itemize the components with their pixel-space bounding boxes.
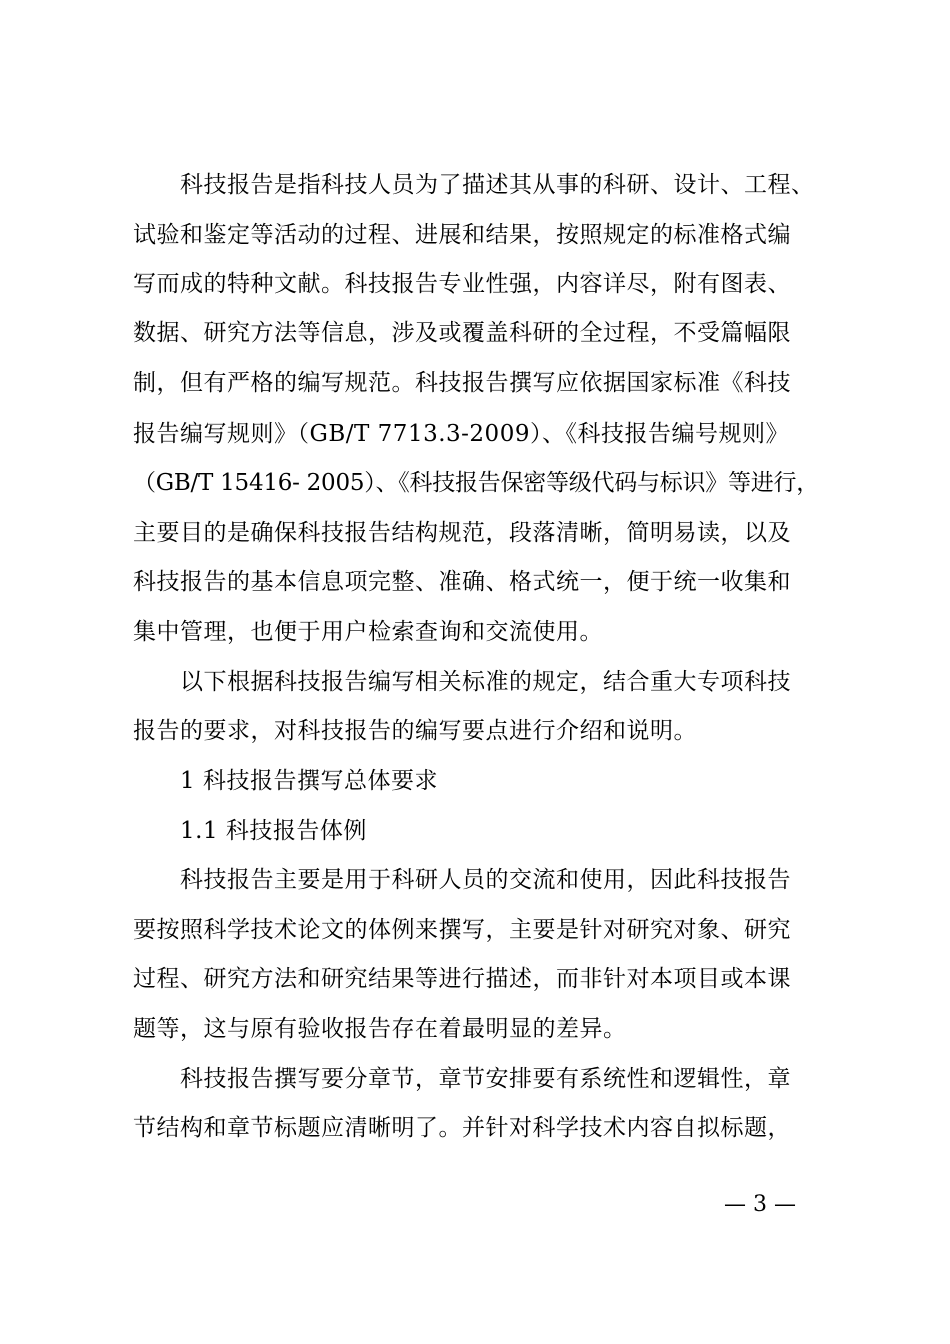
text-line: 要按照科学技术论文的体例来撰写，主要是针对研究对象、研究 <box>133 917 791 943</box>
text-line: 以下根据科技报告编写相关标准的规定，结合重大专项科技 <box>180 669 791 695</box>
text-line: 过程、研究方法和研究结果等进行描述，而非针对本项目或本课 <box>133 966 791 992</box>
text-line: 科技报告是指科技人员为了描述其从事的科研、设计、工程、 <box>180 172 815 198</box>
text-line: 科技报告撰写要分章节，章节安排要有系统性和逻辑性，章 <box>180 1066 791 1092</box>
text-line: 主要目的是确保科技报告结构规范，段落清晰，简明易读，以及 <box>133 520 791 546</box>
text-line: 制，但有严格的编写规范。科技报告撰写应依据国家标准《科技 <box>133 370 791 396</box>
text-line: 试验和鉴定等活动的过程、进展和结果，按照规定的标准格式编 <box>133 222 791 248</box>
text-line: 报告编写规则》（GB/T 7713.3-2009）、《科技报告编号规则》 <box>133 421 789 447</box>
text-line: 节结构和章节标题应清晰明了。并针对科学技术内容自拟标题， <box>133 1115 791 1141</box>
text-line: 题等，这与原有验收报告存在着最明显的差异。 <box>133 1016 627 1042</box>
text-line: （GB/T 15416- 2005）、《科技报告保密等级代码与标识》等进行， <box>133 470 819 496</box>
section-heading: 1 科技报告撰写总体要求 <box>180 768 438 794</box>
text-line: 写而成的特种文献。科技报告专业性强，内容详尽，附有图表、 <box>133 271 791 297</box>
page-number: — 3 — <box>724 1192 796 1217</box>
subsection-heading: 1.1 科技报告体例 <box>180 818 367 844</box>
text-line: 数据、研究方法等信息，涉及或覆盖科研的全过程，不受篇幅限 <box>133 320 791 346</box>
text-line: 科技报告的基本信息项完整、准确、格式统一，便于统一收集和 <box>133 569 791 595</box>
text-line: 科技报告主要是用于科研人员的交流和使用，因此科技报告 <box>180 867 791 893</box>
text-line: 集中管理，也便于用户检索查询和交流使用。 <box>133 619 603 645</box>
text-line: 报告的要求，对科技报告的编写要点进行介绍和说明。 <box>133 718 697 744</box>
